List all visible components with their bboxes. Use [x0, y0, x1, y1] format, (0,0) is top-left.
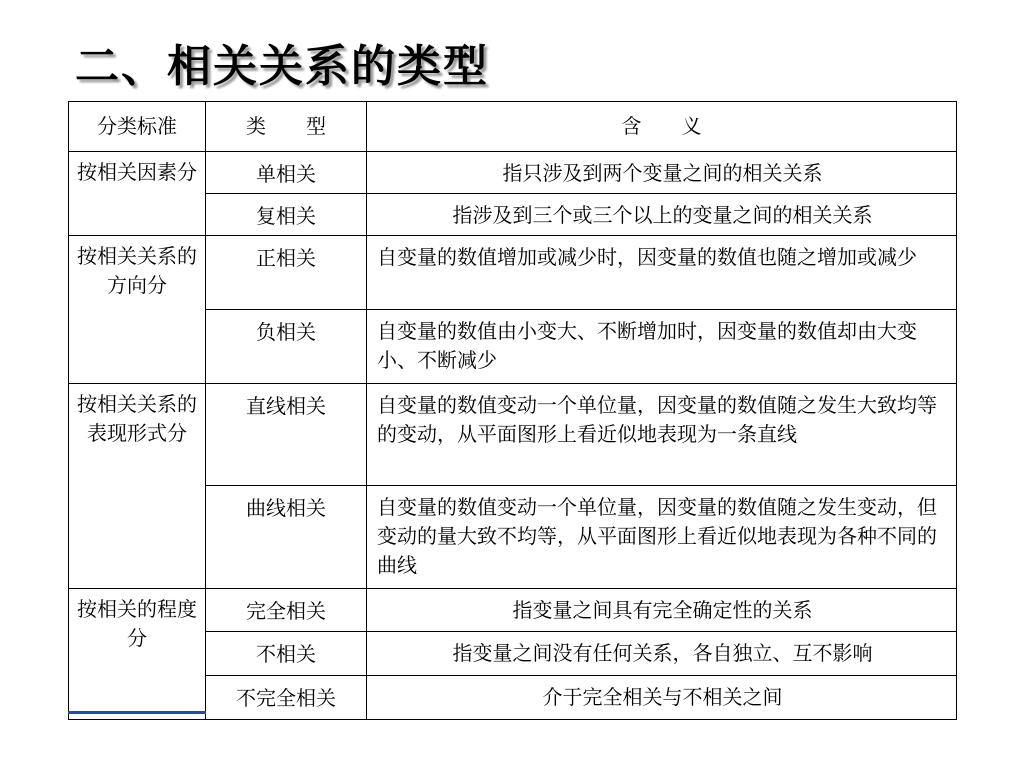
table-header-row: [69, 102, 957, 152]
criterion-cell: 按相关因素分: [69, 152, 206, 236]
criterion-cell: 按相关的程度分: [69, 589, 206, 720]
table-row: [69, 236, 957, 310]
criterion-cell: 按相关关系的方向分: [69, 236, 206, 384]
meaning-cell: 指变量之间具有完全确定性的关系: [367, 589, 957, 632]
meaning-cell: 指变量之间没有任何关系，各自独立、互不影响: [367, 632, 957, 676]
type-cell: 不相关: [206, 632, 367, 676]
meaning-cell: 指涉及到三个或三个以上的变量之间的相关关系: [367, 194, 957, 236]
table-row: [69, 384, 957, 486]
accent-bar: [68, 711, 206, 714]
criterion-cell: 按相关关系的表现形式分: [69, 384, 206, 589]
header-type: 类 型: [206, 102, 367, 152]
meaning-cell: 自变量的数值变动一个单位量，因变量的数值随之发生大致均等的变动，从平面图形上看近似地表现为一条直线: [367, 384, 957, 486]
table-row: [69, 589, 957, 632]
type-cell: 直线相关: [206, 384, 367, 486]
type-cell: 完全相关: [206, 589, 367, 632]
type-cell: 单相关: [206, 152, 367, 194]
page-title: 二、相关关系的类型: [75, 41, 489, 92]
meaning-cell: 指只涉及到两个变量之间的相关关系: [367, 152, 957, 194]
type-cell: 曲线相关: [206, 486, 367, 589]
type-cell: 不完全相关: [206, 676, 367, 720]
table-row: [69, 152, 957, 194]
header-meaning: 含 义: [367, 102, 957, 152]
type-cell: 负相关: [206, 310, 367, 384]
meaning-cell: 自变量的数值增加或减少时，因变量的数值也随之增加或减少: [367, 236, 957, 310]
meaning-cell: 自变量的数值由小变大、不断增加时，因变量的数值却由大变小、不断减少: [367, 310, 957, 384]
meaning-cell: 自变量的数值变动一个单位量，因变量的数值随之发生变动，但变动的量大致不均等，从平面图形上看近似地表现为各种不同的曲线: [367, 486, 957, 589]
header-criterion: 分类标准: [69, 102, 206, 152]
type-cell: 正相关: [206, 236, 367, 310]
type-cell: 复相关: [206, 194, 367, 236]
correlation-types-table: [68, 101, 957, 720]
meaning-cell: 介于完全相关与不相关之间: [367, 676, 957, 720]
